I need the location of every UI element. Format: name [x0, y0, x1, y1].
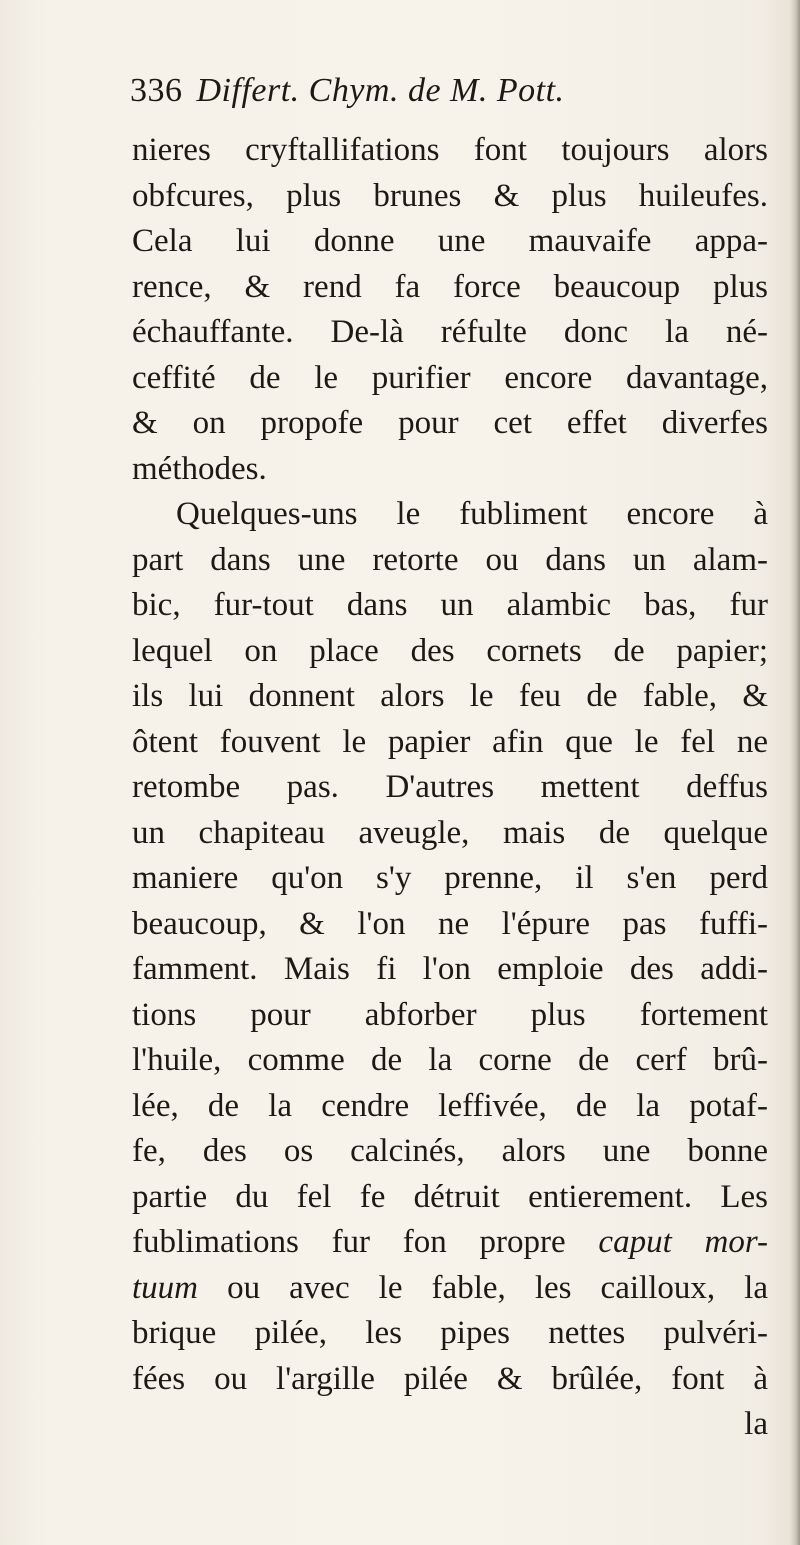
- text-line: brique pilée, les pipes nettes pulvéri-: [132, 1315, 768, 1351]
- text-segment: fublimations fur fon propre: [132, 1224, 566, 1260]
- text-line: tions pour abforber plus fortement: [132, 996, 768, 1033]
- text-line: Cela lui donne une mauvaife appa-: [132, 223, 768, 259]
- text-line: retombe pas. D'autres mettent deffus: [132, 769, 768, 805]
- text-line: lée, de la cendre leffivée, de la potaf-: [132, 1087, 768, 1124]
- text-line: ôtent fouvent le papier afin que le fel ne: [132, 723, 768, 760]
- text-line: [132, 1220, 768, 1266]
- paragraph-start-line: Quelques-uns le fubliment encore à: [176, 496, 768, 532]
- text-line: famment. Mais fi l'on emploie des addi-: [132, 951, 768, 987]
- text-line: maniere qu'on s'y prenne, il s'en perd: [132, 860, 768, 896]
- text-line: beaucoup, & l'on ne l'épure pas fuffi-: [132, 905, 768, 942]
- running-title: Differt. Chym. de M. Pott.: [196, 72, 565, 109]
- running-head: [130, 72, 565, 110]
- text-line: obfcures, plus brunes & plus huileufes.: [132, 177, 768, 214]
- text-line: ceffité de le purifier encore davantage,: [132, 359, 768, 396]
- italic-latin-term: tuum: [132, 1269, 198, 1306]
- text-line: part dans une retorte ou dans un alam-: [132, 541, 768, 578]
- text-line: [132, 1266, 768, 1312]
- text-line: échauffante. De-là réfulte donc la né-: [132, 314, 768, 350]
- text-line: partie du fel fe détruit entierement. Les: [132, 1178, 768, 1215]
- text-line: nieres cryftallifations font toujours alors: [132, 132, 768, 168]
- catchword: la: [744, 1406, 768, 1442]
- text-line: un chapiteau aveugle, mais de quelque: [132, 814, 768, 851]
- text-line: fe, des os calcinés, alors une bonne: [132, 1133, 768, 1169]
- page-number: 336: [130, 72, 183, 109]
- text-line: bic, fur-tout dans un alambic bas, fur: [132, 587, 768, 623]
- text-line: fées ou l'argille pilée & brûlée, font à: [132, 1360, 768, 1397]
- text-line: rence, & rend fa force beaucoup plus: [132, 268, 768, 305]
- text-line: lequel on place des cornets de papier;: [132, 632, 768, 669]
- text-line: ils lui donnent alors le feu de fable, &: [132, 678, 768, 714]
- body-text: [132, 128, 768, 1448]
- text-segment: ou avec le fable, les cailloux, la: [227, 1269, 768, 1306]
- text-line: & on propofe pour cet effet diverfes: [132, 405, 768, 441]
- italic-latin-term: caput mor-: [598, 1224, 768, 1260]
- text-line: l'huile, comme de la corne de cerf brû-: [132, 1042, 768, 1078]
- page-edge-shadow: [790, 0, 800, 1545]
- text-line: méthodes.: [132, 450, 267, 487]
